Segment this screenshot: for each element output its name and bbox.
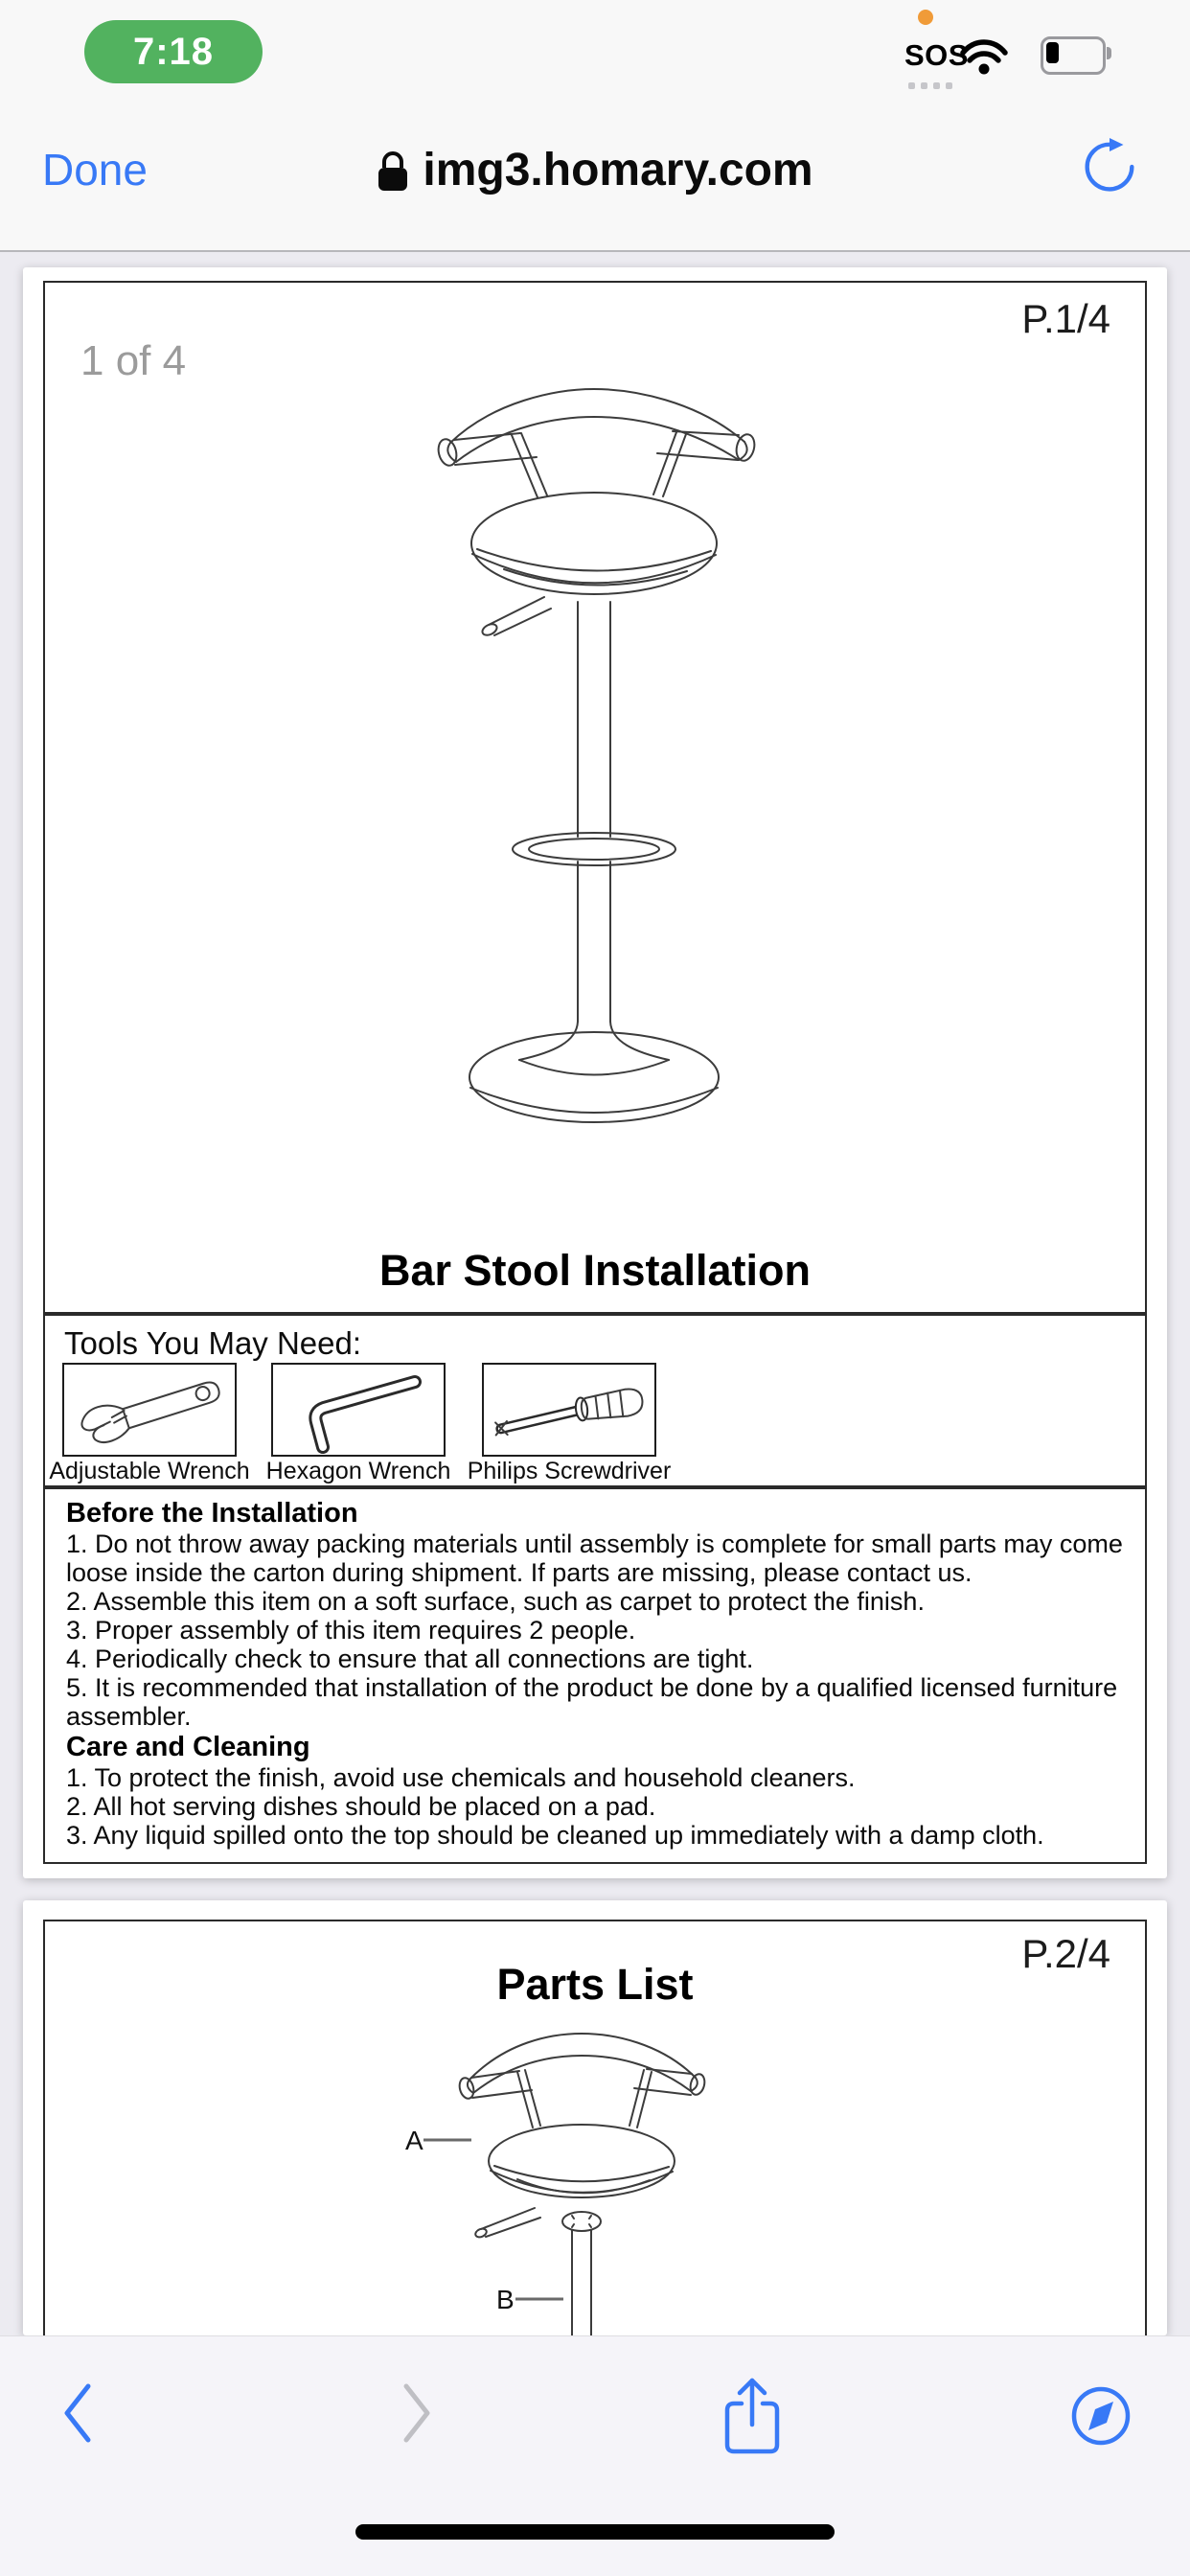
part-label-a: A — [405, 2126, 423, 2155]
instruction-item: 5. It is recommended that installation of the product be done by a qualified licensed furniture assembler. — [66, 1673, 1118, 1731]
care-item: 3. Any liquid spilled onto the top should be cleaned up immediately with a damp cloth. — [66, 1821, 1044, 1850]
hexagon-wrench-icon — [273, 1365, 444, 1455]
care-item: 2. All hot serving dishes should be placed on a pad. — [66, 1792, 656, 1821]
document-scroll-area[interactable] — [0, 252, 1190, 2335]
share-button[interactable] — [721, 2373, 784, 2460]
pdf-page-2 — [23, 1900, 1167, 2335]
tools-section — [43, 1314, 1147, 1487]
document-title: Bar Stool Installation — [378, 1246, 812, 1295]
site-title: img3.homary.com — [423, 145, 813, 196]
top-chrome — [0, 0, 1190, 252]
cellular-dots-icon — [908, 82, 952, 89]
part-label-b: B — [496, 2285, 515, 2314]
care-cleaning-heading: Care and Cleaning — [66, 1732, 310, 1762]
battery-level — [1046, 42, 1059, 63]
tool-image-box — [62, 1363, 237, 1457]
home-indicator[interactable] — [355, 2524, 835, 2540]
philips-screwdriver-icon — [484, 1365, 654, 1455]
page2-number: P.2/4 — [1021, 1931, 1110, 1976]
open-in-safari-button[interactable] — [1069, 2384, 1133, 2450]
instruction-item: 1. Do not throw away packing materials until assembly is complete for small parts may come loose inside the carton during shipment. If parts are missing, please contact us. — [66, 1530, 1123, 1587]
address-title — [0, 144, 1190, 196]
tool-image-box — [271, 1363, 446, 1457]
safari-nav-bar — [0, 96, 1190, 250]
safari-compass-icon — [1069, 2384, 1133, 2448]
page2-border-box — [43, 1920, 1147, 2335]
clock-time: 7:18 — [132, 30, 215, 73]
instructions-section — [43, 1487, 1147, 1864]
parts-diagram — [335, 2012, 834, 2335]
lock-icon — [377, 149, 409, 193]
reload-icon — [1083, 138, 1136, 192]
time-pill[interactable] — [84, 20, 263, 83]
tool-label: Philips Screwdriver — [467, 1458, 672, 1484]
page1-cover-section — [43, 281, 1147, 1314]
mic-indicator-dot — [918, 10, 933, 25]
page-indicator-overlay: 1 of 4 — [80, 337, 187, 384]
care-item: 1. To protect the finish, avoid use chemicals and household cleaners. — [66, 1763, 856, 1792]
tool-label: Hexagon Wrench — [265, 1458, 451, 1484]
bottom-toolbar — [0, 2335, 1190, 2576]
chevron-back-icon — [59, 2380, 98, 2446]
page1-number: P.1/4 — [1021, 296, 1110, 341]
carrier-status: SOS — [904, 38, 969, 72]
forward-button[interactable] — [397, 2380, 435, 2449]
tool-image-box — [482, 1363, 656, 1457]
done-button[interactable]: Done — [42, 145, 148, 195]
share-icon — [721, 2373, 784, 2457]
pdf-page-1 — [23, 267, 1167, 1878]
back-button[interactable] — [59, 2380, 98, 2449]
instruction-item: 3. Proper assembly of this item requires 2 people. — [66, 1616, 636, 1644]
tools-heading: Tools You May Need: — [64, 1325, 362, 1361]
instruction-item: 4. Periodically check to ensure that all connections are tight. — [66, 1644, 754, 1673]
battery-icon — [1041, 36, 1117, 75]
wifi-icon — [960, 38, 1008, 77]
chevron-forward-icon — [397, 2380, 435, 2446]
bar-stool-drawing — [316, 379, 872, 1145]
adjustable-wrench-icon — [64, 1365, 235, 1455]
instruction-item: 2. Assemble this item on a soft surface, such as carpet to protect the finish. — [66, 1587, 925, 1616]
before-installation-heading: Before the Installation — [66, 1498, 358, 1529]
reload-button[interactable] — [1083, 138, 1136, 195]
tool-label: Adjustable Wrench — [49, 1458, 250, 1484]
parts-list-title: Parts List — [496, 1960, 694, 2009]
